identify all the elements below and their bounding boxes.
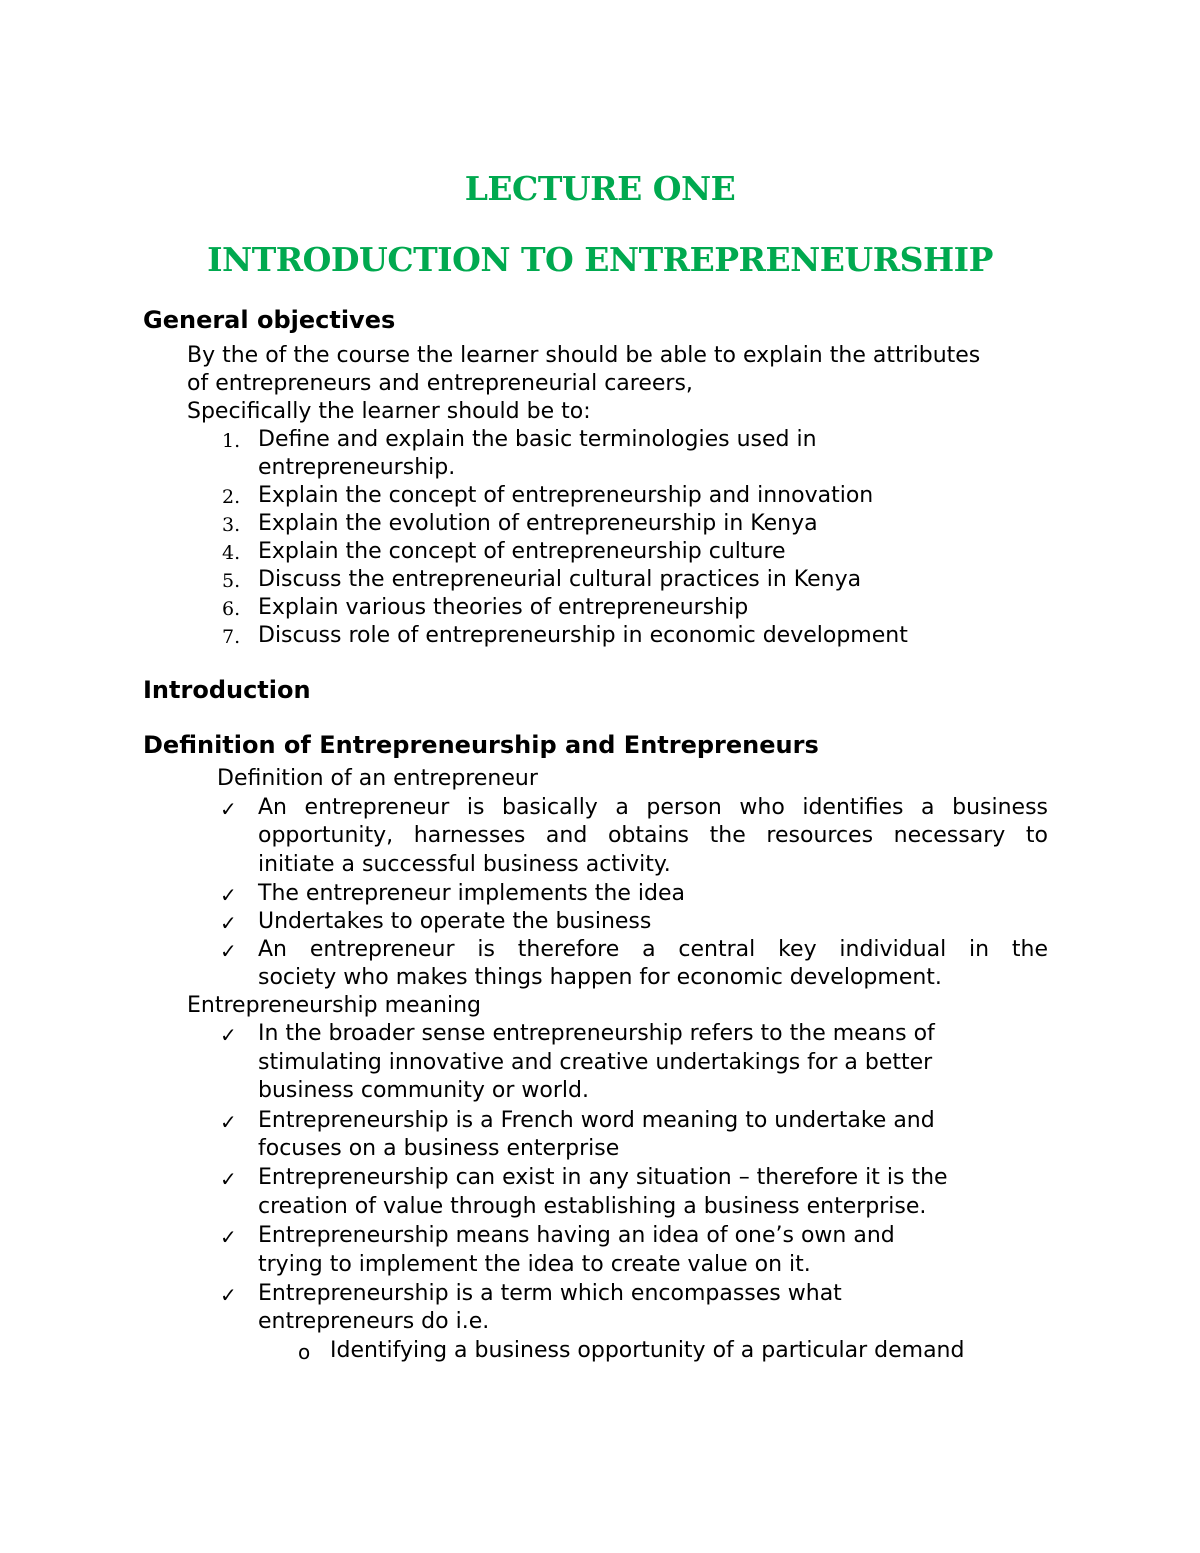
list-item-number: 5. bbox=[222, 570, 241, 592]
check-mark-icon: ✓ bbox=[220, 939, 237, 963]
list-item: In the broader sense entrepreneurship refers to the means of bbox=[258, 1021, 935, 1046]
objectives-intro-line-1: By the of the course the learner should be able to explain the attributes bbox=[187, 343, 981, 368]
list-item-continuation: business community or world. bbox=[258, 1078, 589, 1103]
list-item-number: 4. bbox=[222, 542, 241, 564]
list-item: Discuss role of entrepreneurship in economic development bbox=[258, 623, 908, 648]
list-item-continuation: entrepreneurship. bbox=[258, 455, 456, 480]
list-item: An entrepreneur is basically a person who identifies a business bbox=[258, 795, 1048, 820]
list-item-number: 2. bbox=[222, 486, 241, 508]
list-item: Undertakes to operate the business bbox=[258, 909, 652, 934]
entrepreneur-definition-label: Definition of an entrepreneur bbox=[217, 766, 538, 791]
list-item-number: 6. bbox=[222, 598, 241, 620]
list-item-continuation: stimulating innovative and creative undertakings for a better bbox=[258, 1050, 933, 1075]
list-item-number: 1. bbox=[222, 430, 241, 452]
subject-title: INTRODUCTION TO ENTREPRENEURSHIP bbox=[207, 240, 993, 279]
list-item-continuation: creation of value through establishing a business enterprise. bbox=[258, 1194, 927, 1219]
check-mark-icon: ✓ bbox=[220, 1023, 237, 1047]
list-item: Define and explain the basic terminologies used in bbox=[258, 427, 817, 452]
check-mark-icon: ✓ bbox=[220, 1225, 237, 1249]
general-objectives-heading: General objectives bbox=[143, 306, 396, 334]
list-item: Entrepreneurship means having an idea of one’s own and bbox=[258, 1223, 895, 1248]
check-mark-icon: ✓ bbox=[220, 883, 237, 907]
lecture-title: LECTURE ONE bbox=[464, 169, 736, 208]
list-item: Explain the concept of entrepreneurship and innovation bbox=[258, 483, 874, 508]
list-item: Entrepreneurship can exist in any situation – therefore it is the bbox=[258, 1165, 948, 1190]
list-item: Explain various theories of entrepreneurship bbox=[258, 595, 749, 620]
check-mark-icon: ✓ bbox=[220, 1283, 237, 1307]
check-mark-icon: ✓ bbox=[220, 911, 237, 935]
list-item: Explain the evolution of entrepreneurship in Kenya bbox=[258, 511, 818, 536]
list-item-continuation: entrepreneurs do i.e. bbox=[258, 1309, 490, 1334]
list-item-continuation: initiate a successful business activity. bbox=[258, 852, 671, 877]
list-item-number: 7. bbox=[222, 626, 241, 648]
list-item: Discuss the entrepreneurial cultural practices in Kenya bbox=[258, 567, 862, 592]
objectives-specifically: Specifically the learner should be to: bbox=[187, 399, 591, 424]
entrepreneurship-meaning-label: Entrepreneurship meaning bbox=[187, 993, 481, 1018]
list-item-continuation: society who makes things happen for economic development. bbox=[258, 965, 942, 990]
list-item-number: 3. bbox=[222, 514, 241, 536]
definitions-heading: Definition of Entrepreneurship and Entrepreneurs bbox=[143, 731, 819, 759]
list-item-continuation: opportunity, harnesses and obtains the resources necessary to bbox=[258, 823, 1048, 848]
list-item: Entrepreneurship is a French word meaning to undertake and bbox=[258, 1108, 935, 1133]
list-item-continuation: focuses on a business enterprise bbox=[258, 1136, 620, 1161]
circle-bullet-icon: o bbox=[298, 1340, 311, 1364]
check-mark-icon: ✓ bbox=[220, 1110, 237, 1134]
sub-list-item: Identifying a business opportunity of a particular demand bbox=[330, 1338, 965, 1363]
list-item: The entrepreneur implements the idea bbox=[258, 881, 685, 906]
objectives-intro-line-2: of entrepreneurs and entrepreneurial careers, bbox=[187, 371, 693, 396]
check-mark-icon: ✓ bbox=[220, 797, 237, 821]
list-item: Explain the concept of entrepreneurship culture bbox=[258, 539, 786, 564]
list-item: An entrepreneur is therefore a central key individual in the bbox=[258, 937, 1048, 962]
list-item: Entrepreneurship is a term which encompasses what bbox=[258, 1281, 842, 1306]
introduction-heading: Introduction bbox=[143, 676, 311, 704]
check-mark-icon: ✓ bbox=[220, 1167, 237, 1191]
list-item-continuation: trying to implement the idea to create value on it. bbox=[258, 1252, 811, 1277]
